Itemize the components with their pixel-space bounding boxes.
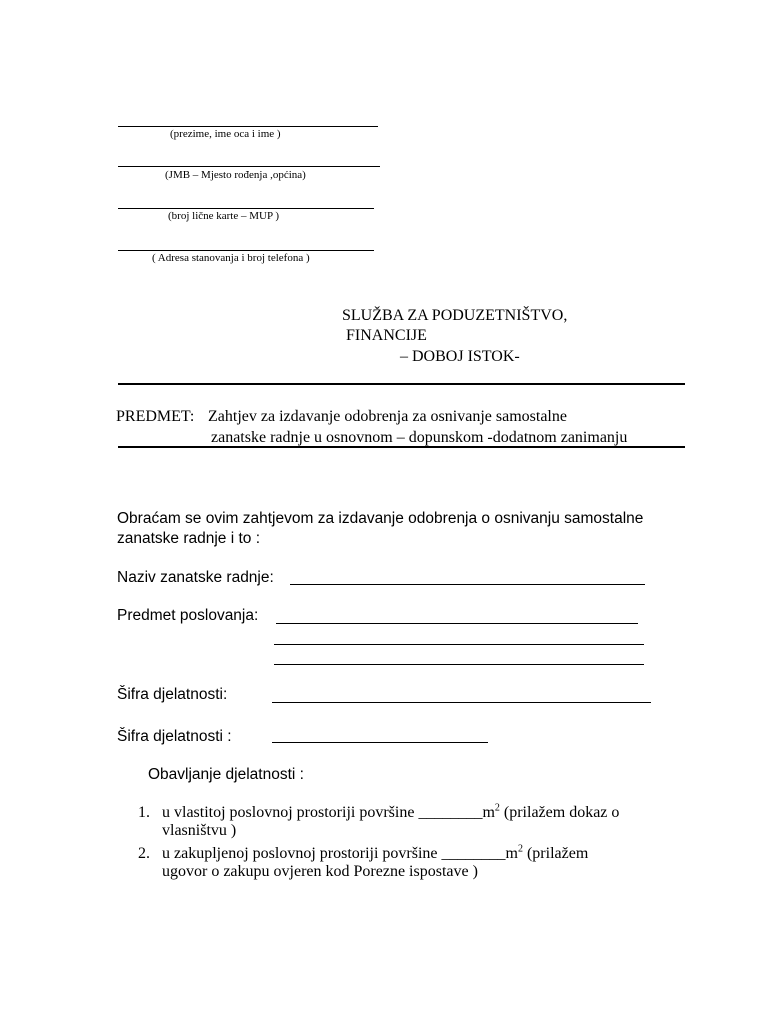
business-subject-field-1[interactable] [276, 623, 638, 624]
address-phone-caption: ( Adresa stanovanja i broj telefona ) [152, 252, 310, 264]
activity-code-label-2: Šifra djelatnosti : [117, 728, 232, 745]
item-1-superscript: 2 [494, 802, 500, 814]
subject-separator [118, 446, 685, 448]
item-2-superscript: 2 [517, 843, 523, 855]
jmb-birthplace-line[interactable] [118, 166, 380, 167]
recipient-separator [118, 383, 685, 385]
recipient-line-1: SLUŽBA ZA PODUZETNIŠTVO, [342, 307, 568, 324]
intro-line-1: Obraćam se ovim zahtjevom za izdavanje odobrenja o osnivanju samostalne [117, 510, 644, 527]
jmb-birthplace-caption: (JMB – Mjesto rođenja ,općina) [165, 169, 306, 181]
subject-line-1: Zahtjev za izdavanje odobrenja za osnivanje samostalne [208, 408, 567, 425]
business-subject-field-3[interactable] [274, 664, 644, 665]
id-card-caption: (broj lične karte – MUP ) [168, 210, 280, 222]
intro-line-2: zanatske radnje i to : [117, 530, 261, 547]
item-1-line-1: u vlastitoj poslovnoj prostoriji površine $\_\_\_\_\_\_\_\_m^2$ (prilažem dokaz o [162, 802, 620, 821]
item-2-number: 2. [138, 845, 150, 862]
item-2-line-2: ugovor o zakupu ovjeren kod Porezne ispostave ) [162, 863, 478, 880]
craft-name-field[interactable] [290, 584, 645, 585]
business-subject-field-2[interactable] [274, 644, 644, 645]
address-phone-line[interactable] [118, 250, 374, 251]
id-card-line[interactable] [118, 208, 374, 209]
item-2-line-1: u zakupljenoj poslovnoj prostoriji površine $\_\_\_\_\_\_\_\_m^2$ (prilažem [162, 843, 589, 862]
item-1-line-2: vlasništvu ) [162, 822, 237, 839]
business-subject-label: Predmet poslovanja: [117, 607, 259, 624]
fullname-line[interactable] [118, 126, 378, 127]
recipient-line-3: – DOBOJ ISTOK- [400, 348, 520, 365]
performance-heading: Obavljanje djelatnosti : [148, 766, 304, 783]
item-1-number: 1. [138, 804, 150, 821]
craft-name-label: Naziv zanatske radnje: [117, 569, 274, 586]
activity-code-field-1[interactable] [272, 702, 651, 703]
recipient-line-2: FINANCIJE [346, 327, 427, 344]
subject-label: PREDMET: [116, 408, 195, 425]
fullname-caption: (prezime, ime oca i ime ) [170, 128, 281, 140]
activity-code-label-1: Šifra djelatnosti: [117, 686, 228, 703]
subject-line-2: zanatske radnje u osnovnom – dopunskom -dodatnom zanimanju [211, 429, 628, 446]
activity-code-field-2[interactable] [272, 742, 488, 743]
